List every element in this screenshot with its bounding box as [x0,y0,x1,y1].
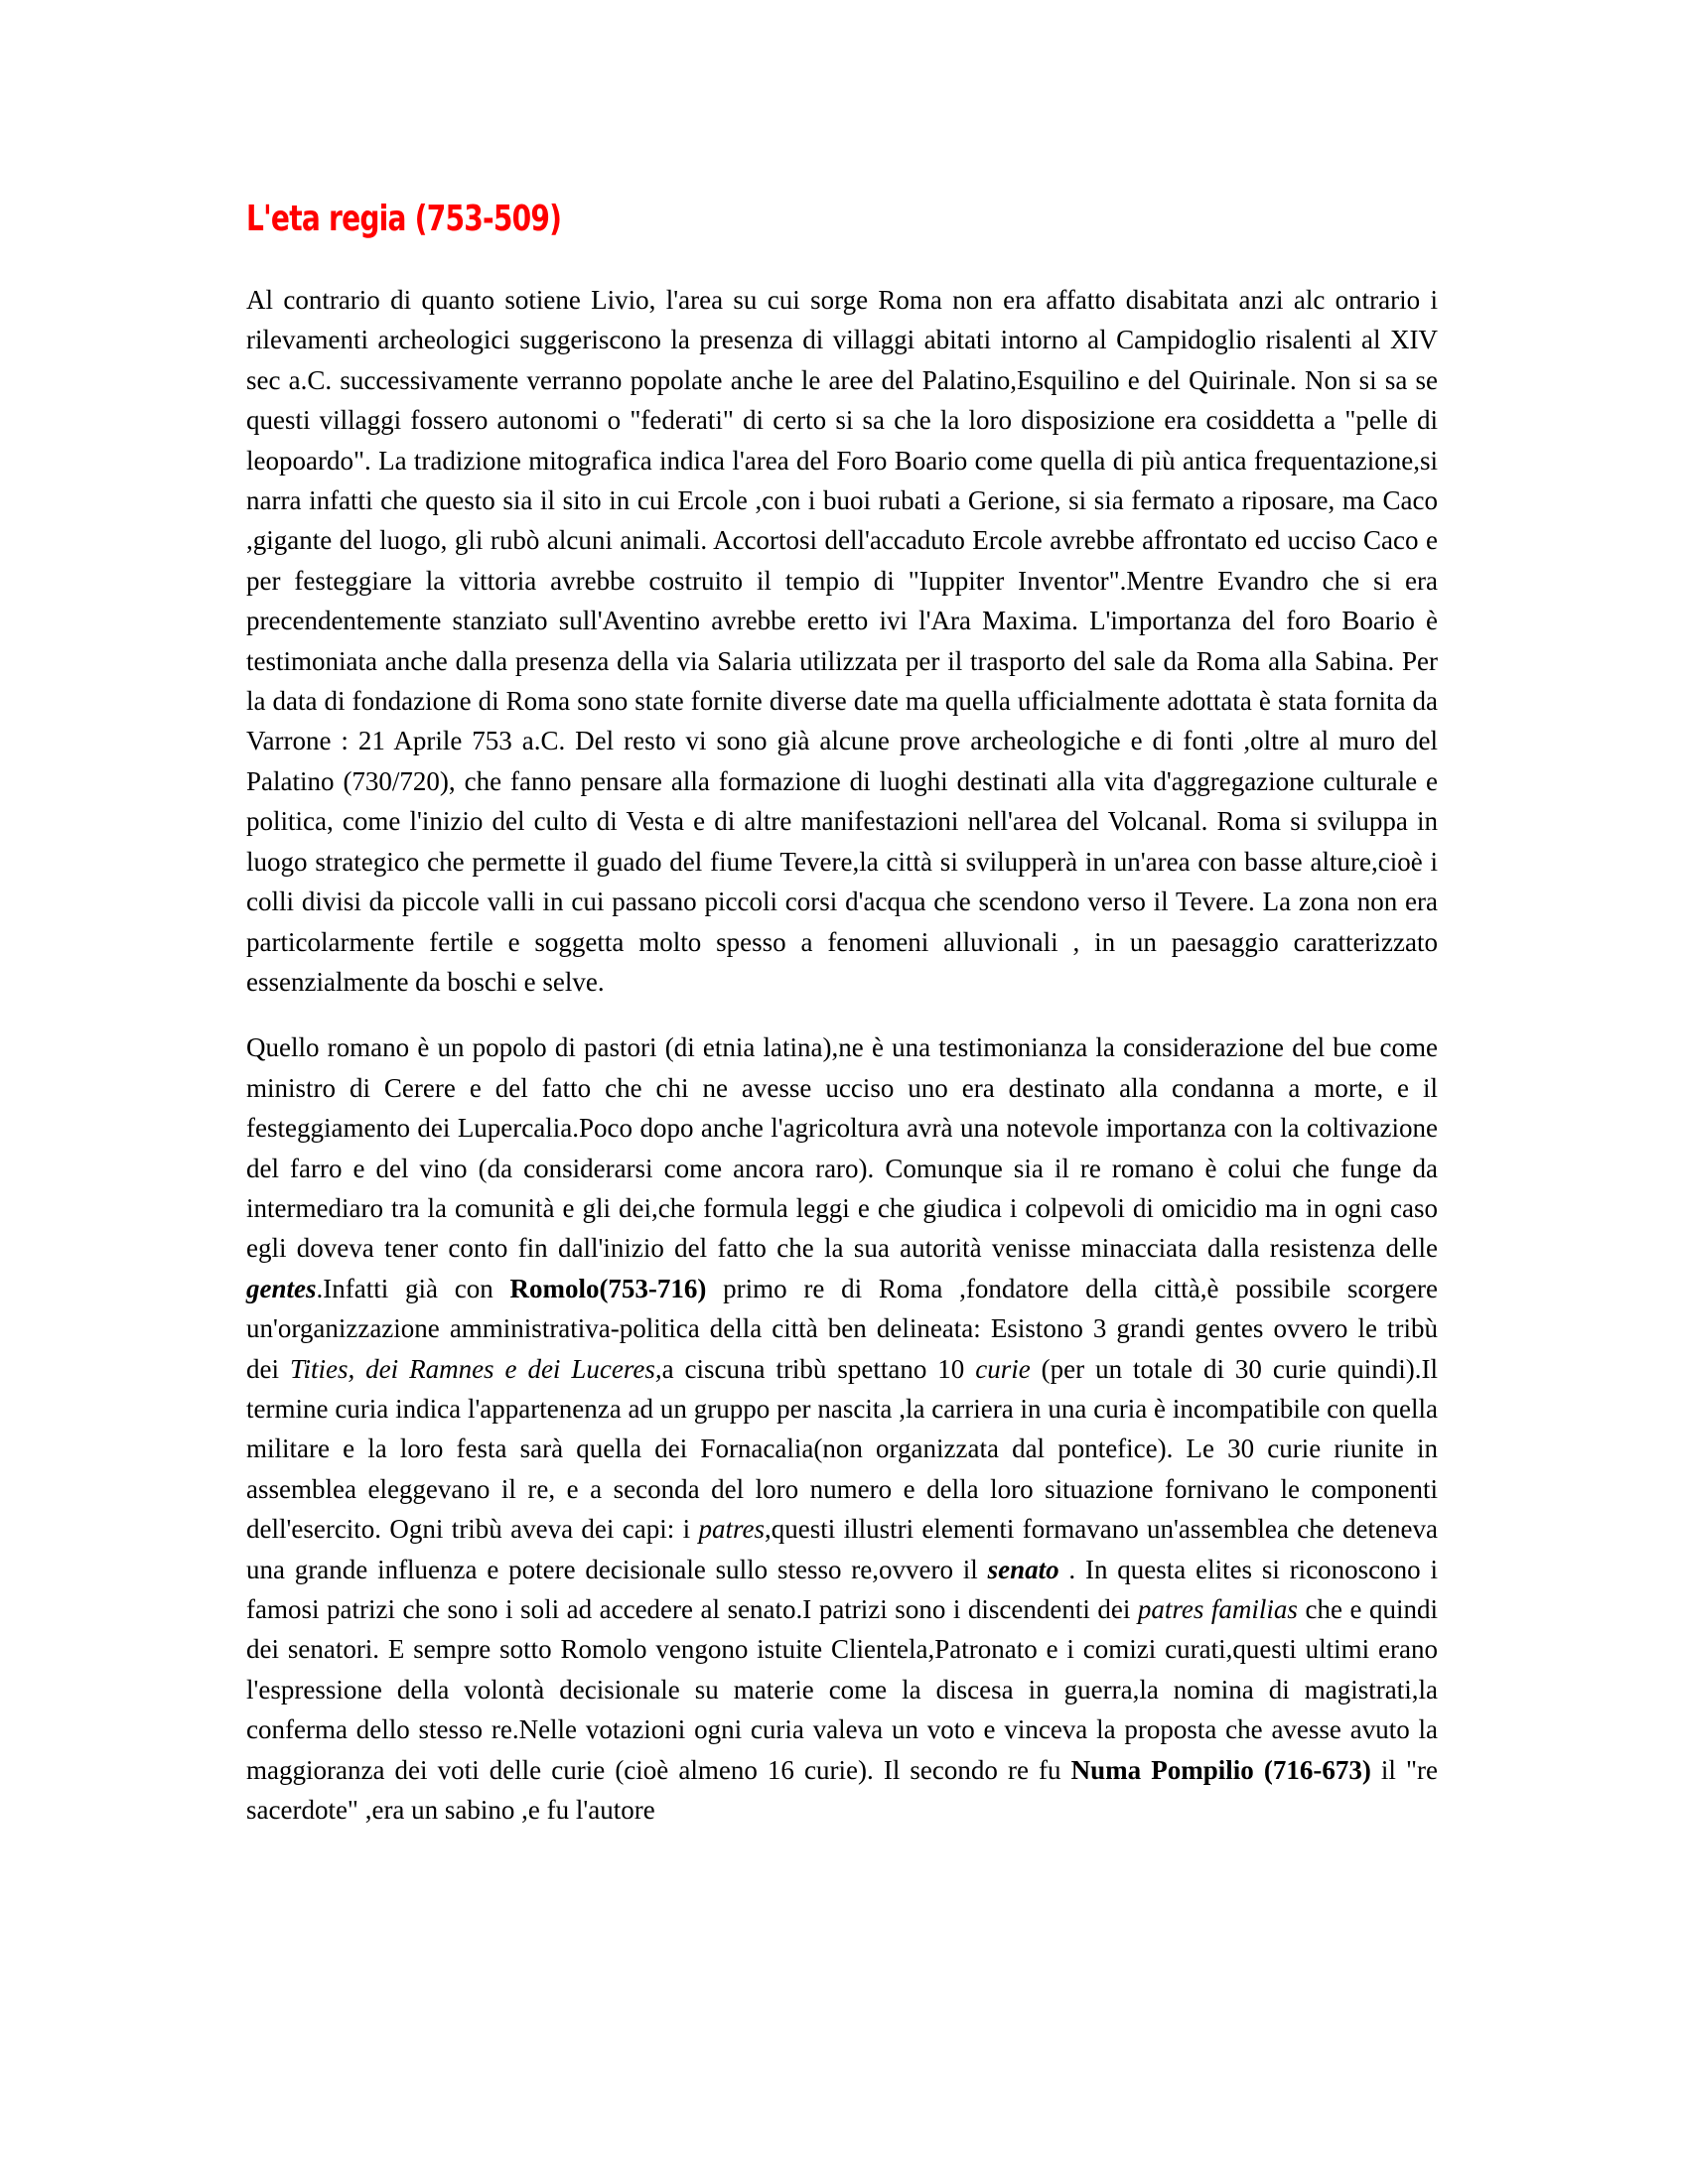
document-body [246,280,1438,1855]
king-numa: Numa Pompilio (716-673) [1070,1754,1371,1785]
page-title: L'eta regia (753-509) [246,199,562,239]
paragraph-2-text: primo re di Roma ,fondatore della città,è possibile scorgere un'organizzazione amministrativa-politica della città ben delineata: Esistono 3 grandi gentes ovvero le tribù dei [246,1273,1438,1384]
term-curie: curie [975,1353,1031,1384]
paragraph-1: Al contrario di quanto sotiene Livio, l'area su cui sorge Roma non era affatto disabitata anzi alc ontrario i rilevamenti archeologici suggeriscono la presenza di villaggi abitati intorno al Campidoglio risalenti al XIV sec a.C. successivamente verranno popolate anche le aree del Palatino,Esquilino e del Quirinale. Non si sa se questi villaggi fossero autonomi o "federati" di certo si sa che la loro disposizione era cosiddetta a "pelle di leopoardo". La tradizione mitografica indica l'area del Foro Boario come quella di più antica frequentazione,si narra infatti che questo sia il sito in cui Ercole ,con i buoi rubati a Gerione, si sia fermato a riposare, ma Caco ,gigante del luogo, gli rubò alcuni animali. Accortosi dell'accaduto Ercole avrebbe affrontato ed ucciso Caco e per festeggiare la vittoria avrebbe costruito il tempio di "Iuppiter Inventor".Mentre Evandro che si era precendentemente stanziato sull'Aventino avrebbe eretto ivi l'Ara Maxima. L'importanza del foro Boario è testimoniata anche dalla presenza della via Salaria utilizzata per il trasporto del sale da Roma alla Sabina. Per la data di fondazione di Roma sono state fornite diverse date ma quella ufficialmente adottata è stata fornita da Varrone : 21 Aprile 753 a.C. Del resto vi sono già alcune prove archeologiche e di fonti ,oltre al muro del Palatino (730/720), che fanno pensare alla formazione di luoghi destinati alla vita d'aggregazione culturale e politica, come l'inizio del culto di Vesta e di altre manifestazioni nell'area del Volcanal. Roma si sviluppa in luogo strategico che permette il guado del fiume Tevere,la città si svilupperà in un'area con basse alture,cioè i colli divisi da piccole valli in cui passano piccoli corsi d'acqua che scendono verso il Tevere. La zona non era particolarmente fertile e soggetta molto spesso a fenomeni alluvionali , in un paesaggio caratterizzato essenzialmente da boschi e selve. [246,285,1438,997]
term-patres: patres [698,1514,765,1545]
paragraph-2 [246,1027,1438,1830]
paragraph-2-text: (per un totale di 30 curie quindi).Il termine curia indica l'appartenenza ad un gruppo per nascita ,la carriera in una curia è incompatibile con quella militare e la loro festa sarà quella dei Fornacalia(non organizzata dal pontefice). Le 30 curie riunite in assemblea eleggevano il re, e a seconda del loro numero e della loro situazione fornivano le componenti dell'esercito. Ogni tribù aveva dei capi: i [246,1353,1438,1545]
paragraph-2-text: ,questi illustri elementi formavano un'assemblea che deteneva una grande influenza e potere decisionale sullo stesso re,ovvero il [246,1514,1438,1584]
term-gentes: gentes [246,1273,317,1303]
paragraph-2-text: .Infatti già con [316,1273,510,1303]
king-romolo: Romolo(753-716) [509,1273,707,1303]
term-tribes: Tities, dei Ramnes e dei Luceres, [289,1353,662,1384]
paragraph-2-text: a ciscuna tribù spettano 10 [661,1353,976,1384]
paragraph-2-text: Quello romano è un popolo di pastori (di etnia latina),ne è una testimonianza la considerazione del bue come ministro di Cerere e del fatto che chi ne avesse ucciso uno era destinato alla condanna a morte, e il festeggiamento dei Lupercalia.Poco dopo anche l'agricoltura avrà una notevole importanza con la coltivazione del farro e del vino (da considerarsi come ancora raro). Comunque sia il re romano è colui che funge da intermediaro tra la comunità e gli dei,che formula leggi e che giudica i colpevoli di omicidio ma in ogni caso egli doveva tener conto fin dall'inizio del fatto che la sua autorità venisse minacciata dalla resistenza delle [246,1032,1438,1264]
paragraph-2-text: che e quindi dei senatori. E sempre sotto Romolo vengono istuite Clientela,Patronato e i comizi curati,questi ultimi erano l'espressione della volontà decisionale su materie come la discesa in guerra,la nomina di magistrati,la conferma dello stesso re.Nelle votazioni ogni curia valeva un voto e vinceva la proposta che avesse avuto la maggioranza dei voti delle curie (cioè almeno 16 curie). Il secondo re fu [246,1594,1438,1785]
paragraph-2-text: . In questa elites si riconoscono i famosi patrizi che sono i soli ad accedere al senato.I patrizi sono i discendenti dei [246,1554,1438,1624]
term-patres-familias: patres familias [1137,1594,1298,1624]
paragraph-2-text: il "re sacerdote" ,era un sabino ,e fu l'autore [246,1754,1438,1826]
term-senato: senato [987,1554,1059,1584]
